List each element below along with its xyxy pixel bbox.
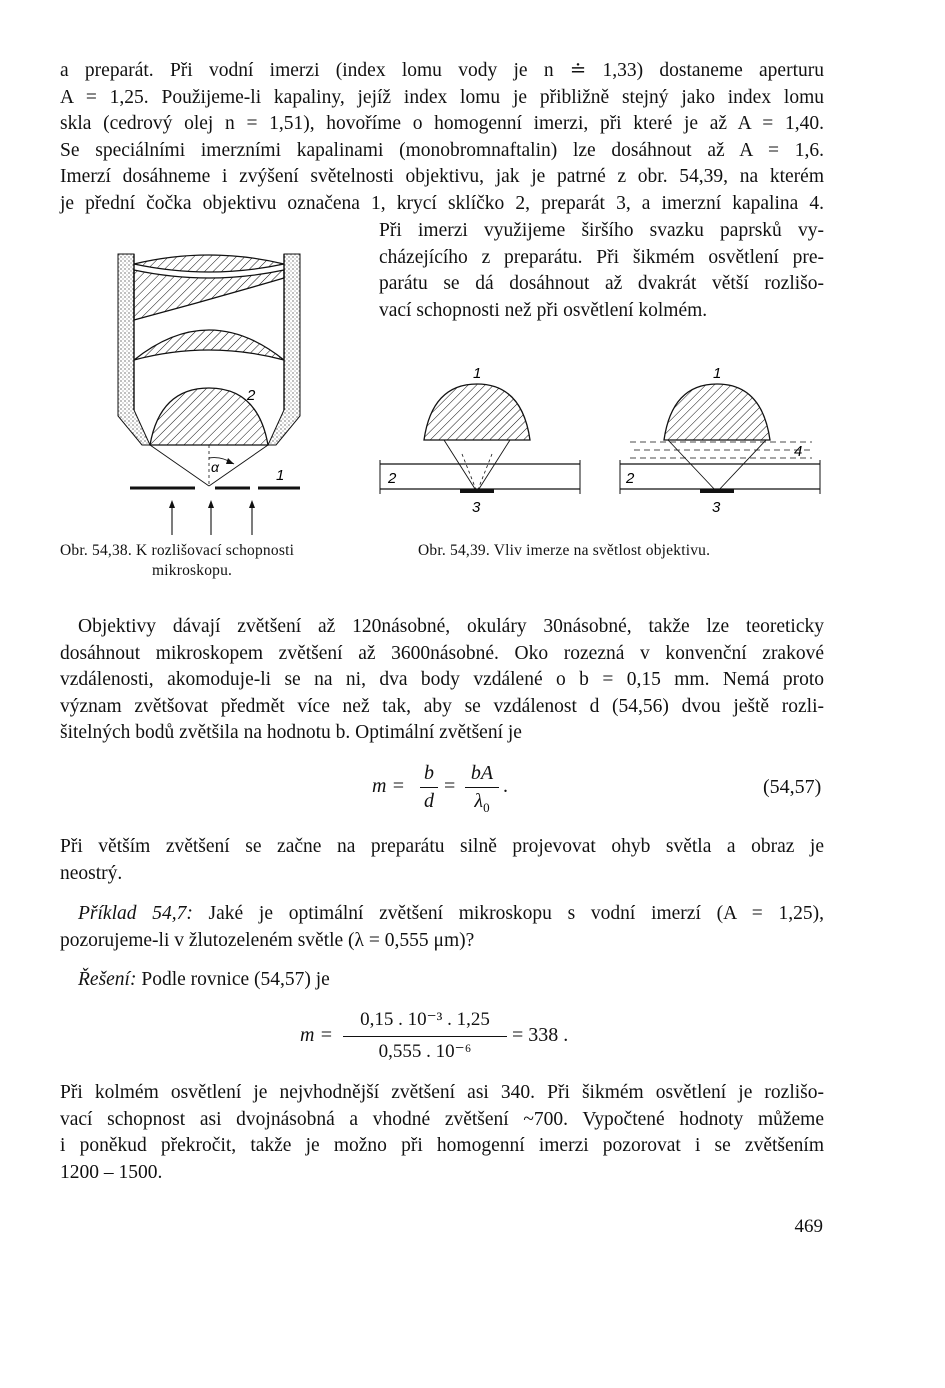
label-cover-right: 2 <box>626 470 635 487</box>
text-line: Řešení: Podle rovnice (54,57) je <box>78 969 330 990</box>
caption-line: mikroskopu. <box>152 562 233 579</box>
label-specimen-right: 3 <box>712 499 721 516</box>
text-line: vací schopnosti než při osvětlení kolmém. <box>379 299 708 321</box>
text-line: cházejícího z preparátu. Při šikmém osvětlení pre- <box>379 246 824 268</box>
paragraph-side <box>379 218 824 324</box>
page-number: 469 <box>794 1216 823 1237</box>
figure-objective-diagram <box>100 240 330 540</box>
caption-fig-54-39 <box>418 541 710 561</box>
solution <box>60 967 824 994</box>
label-alpha: α <box>211 459 219 475</box>
eq-f1-num: b <box>424 762 434 784</box>
text-line: 1200 – 1500. <box>60 1161 163 1183</box>
text-line: Při kolmém osvětlení je nejvhodnější zvětšení asi 340. Při šikmém osvětlení je rozlišo- <box>60 1082 824 1103</box>
text-line: význam zvětšovat předmět více než tak, aby se vzdálenost d (54,56) dvou ještě rozli- <box>60 695 824 717</box>
eq-lhs: m = <box>372 775 405 797</box>
eq-f2-den: $\lambda_0$ <box>474 790 490 815</box>
text-line: vzdálenosti, akomoduje-li se na ni, dva body vzdálené o b = 0,15 mm. Nemá proto <box>60 669 824 690</box>
text-line: Se speciálními imerzními kapalinami (monobromnaftalin) lze dosáhnout až A = 1,6. <box>60 139 824 161</box>
eq-equals: = <box>444 775 456 797</box>
text-line: Při imerzi využijeme širšího svazku paprsků vy- <box>379 220 824 241</box>
text-line: parátu se dá dosáhnout až dvakrát větší rozlišo- <box>379 273 824 294</box>
calc-result: = 338 . <box>512 1024 569 1046</box>
example-54-7 <box>60 901 824 954</box>
text-line: dosáhnout mikroskopem zvětšení až 3600násobné. Oko rozezná v konvenční zrakové <box>60 642 824 664</box>
fraction-bar <box>343 1036 507 1037</box>
eq-f2-num: bA <box>470 762 494 784</box>
text-line: Příklad 54,7: Jaké je optimální zvětšení mikroskopu s vodní imerzí (A = 1,25), <box>78 903 825 924</box>
fraction-bar <box>420 787 438 788</box>
label-slide: 1 <box>276 467 285 484</box>
paragraph-magnification <box>60 614 824 747</box>
text-line: vací schopnost asi dvojnásobná a vhodné zvětšení ~700. Vypočtené hodnoty můžeme <box>60 1108 824 1130</box>
label-specimen-left: 3 <box>472 499 481 516</box>
text-line: neostrý. <box>60 862 123 884</box>
label-lens: 2 <box>247 387 256 404</box>
calc-numerator: 0,15 . 10⁻³ . 1,25 <box>360 1009 490 1030</box>
calc-lhs: m = <box>300 1024 333 1046</box>
calc-denominator: 0,555 . 10⁻⁶ <box>378 1041 472 1062</box>
eq-f1-den: d <box>424 790 434 812</box>
text-line: šitelných bodů zvětšila na hodnotu b. Optimální zvětšení je <box>60 722 522 743</box>
example-label: Příklad 54,7: <box>78 903 193 924</box>
text-line: Při větším zvětšení se začne na preparátu silně projevovat ohyb světla a obraz je <box>60 836 824 857</box>
text-line: Objektivy dávají zvětšení až 120násobné, okuláry 30násobné, takže lze teoreticky <box>78 616 824 637</box>
fraction-bar <box>465 787 499 788</box>
text-line: pozorujeme-li v žlutozeleném světle (λ = 0,555 μm)? <box>60 929 475 951</box>
text-line: skla (cedrový olej n = 1,51), hovoříme o homogenní imerzi, při které je až A = 1,40. <box>60 113 824 134</box>
caption-line: Obr. 54,38. K rozlišovací schopnosti <box>60 542 295 559</box>
paragraph-diffraction <box>60 834 824 887</box>
equation-number: (54,57) <box>763 776 822 798</box>
eq-period: . <box>503 775 508 797</box>
text-line: Imerzí dosáhneme i zvýšení světelnosti objektivu, jak je patrné z obr. 54,39, na kterém <box>60 166 824 187</box>
label-lens-left: 1 <box>473 365 482 382</box>
caption-fig-54-38 <box>60 541 294 581</box>
paragraph-final <box>60 1080 824 1186</box>
text-line: je přední čočka objektivu označena 1, krycí sklíčko 2, preparát 3, a imerzní kapalina 4. <box>60 192 824 214</box>
text-line: A = 1,25. Použijeme-li kapaliny, jejíž index lomu je přibližně stejný jako index lomu <box>60 86 824 108</box>
label-cover-left: 2 <box>388 470 397 487</box>
caption-line: Obr. 54,39. Vliv imerze na světlost objektivu. <box>418 542 711 559</box>
label-liquid-right: 4 <box>794 443 803 460</box>
label-lens-right: 1 <box>713 365 722 382</box>
figure-immersion-diagram <box>372 362 832 522</box>
solution-label: Řešení: <box>78 969 137 990</box>
text-line: i poněkud překročit, takže je možno při homogenní imerzi pozorovat i se zvětšením <box>60 1135 824 1156</box>
text-line: a preparát. Při vodní imerzi (index lomu vody je n ≐ 1,33) dostaneme aperturu <box>60 60 824 81</box>
paragraph-immersion <box>60 58 824 217</box>
